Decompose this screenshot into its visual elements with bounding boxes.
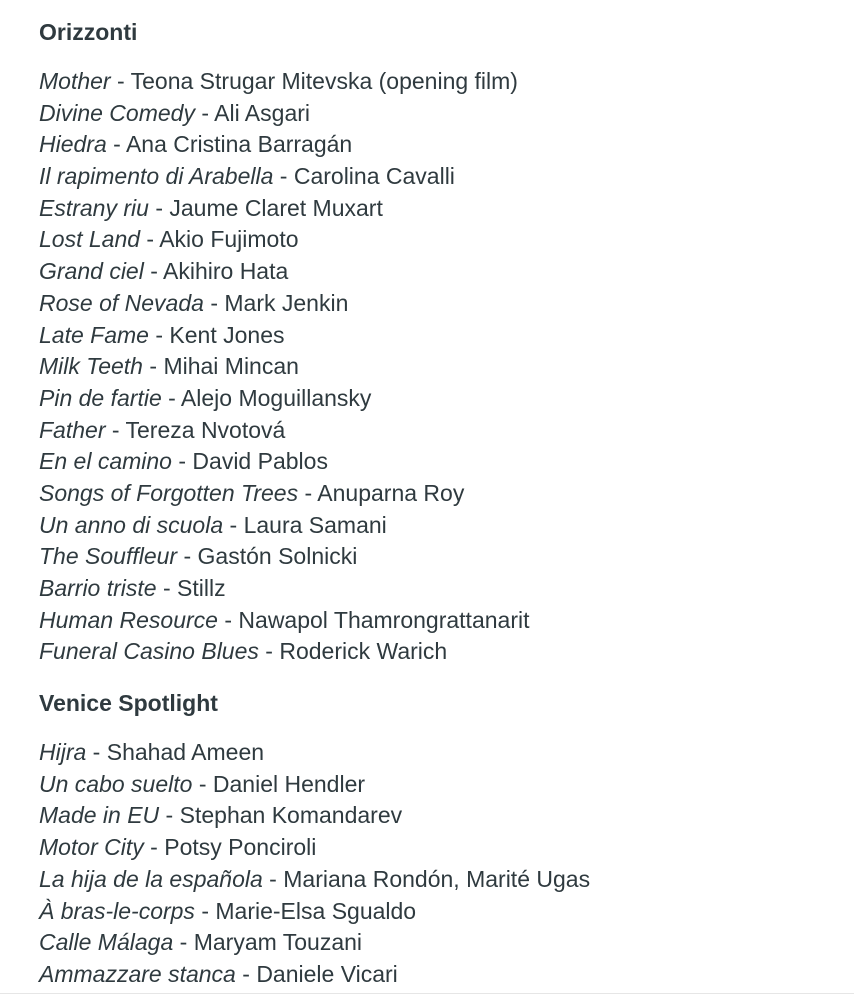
separator: - — [110, 68, 131, 94]
film-director: Alejo Moguillansky — [180, 384, 372, 411]
film-title: Hiedra — [39, 131, 107, 158]
film-item — [39, 769, 839, 801]
film-director: Tereza Nvotová — [125, 416, 286, 443]
film-item — [39, 446, 839, 478]
separator: - — [159, 802, 180, 829]
separator: - — [194, 99, 215, 126]
film-director: Mihai Mincan — [163, 353, 299, 380]
separator: - — [140, 226, 160, 253]
separator: - — [273, 163, 294, 190]
film-item — [39, 224, 839, 256]
separator: - — [258, 638, 280, 665]
film-director: Akio Fujimoto — [159, 226, 299, 253]
film-title: The Souffleur — [39, 543, 178, 570]
film-director: Roderick Warich — [279, 638, 448, 665]
section-heading-venice-spotlight: Venice Spotlight — [39, 690, 218, 717]
film-title: Ammazzare stanca — [39, 960, 236, 987]
film-director: Nawapol Thamrongrattanarit — [238, 606, 530, 633]
film-director: Anuparna Roy — [317, 479, 465, 506]
film-title: En el camino — [39, 448, 172, 475]
film-director: Stillz — [177, 575, 226, 601]
film-title: Barrio triste — [39, 575, 157, 601]
separator: - — [194, 897, 216, 924]
film-item — [39, 383, 839, 415]
film-director: David Pablos — [192, 448, 328, 475]
film-item — [39, 161, 839, 193]
film-item — [39, 541, 839, 573]
separator: - — [223, 511, 244, 538]
film-title: Songs of Forgotten Trees — [39, 479, 299, 506]
film-item — [39, 864, 839, 896]
film-item — [39, 415, 839, 447]
film-director: Shahad Ameen — [106, 739, 265, 766]
film-director: Potsy Ponciroli — [164, 834, 317, 861]
film-title: Mother — [39, 68, 111, 94]
separator: - — [192, 770, 213, 797]
film-director: Ana Cristina Barragán — [125, 131, 353, 158]
film-director: Stephan Komandarev — [179, 802, 403, 829]
film-list-venice-spotlight — [39, 737, 839, 991]
separator: - — [171, 448, 193, 475]
film-item — [39, 66, 839, 98]
film-item — [39, 737, 839, 769]
film-title: Estrany riu — [39, 194, 149, 221]
bottom-divider — [0, 993, 854, 994]
separator: - — [143, 834, 165, 861]
film-item — [39, 98, 839, 130]
separator: - — [203, 289, 225, 316]
film-title: Lost Land — [39, 226, 141, 253]
film-item — [39, 288, 839, 320]
film-director: Laura Samani — [243, 511, 387, 538]
film-item — [39, 193, 839, 225]
section-spacer — [39, 668, 839, 687]
film-item — [39, 256, 839, 288]
separator: - — [161, 384, 181, 411]
film-director: Gastón Solnicki — [197, 543, 358, 570]
film-title: Late Fame — [39, 321, 149, 348]
film-title: Rose of Nevada — [39, 289, 204, 316]
film-item — [39, 896, 839, 928]
film-director: Daniele Vicari — [256, 960, 398, 987]
article-body — [39, 16, 839, 991]
film-title: Father — [39, 416, 106, 443]
film-director: Daniel Hendler — [212, 770, 366, 797]
film-list-orizzonti — [39, 66, 839, 668]
film-director: Jaume Claret Muxart — [169, 194, 383, 221]
film-director: Akihiro Hata — [163, 258, 289, 285]
separator: - — [156, 575, 178, 601]
film-title: Hijra — [39, 739, 87, 766]
film-item — [39, 927, 839, 959]
film-item — [39, 320, 839, 352]
film-director: Carolina Cavalli — [293, 163, 455, 190]
separator: - — [298, 479, 318, 506]
film-director: Mark Jenkin — [224, 289, 349, 316]
separator: - — [148, 194, 170, 221]
film-item — [39, 478, 839, 510]
film-item — [39, 510, 839, 542]
film-director: Teona Strugar Mitevska (opening film) — [130, 68, 518, 94]
film-item — [39, 573, 839, 605]
film-director: Marie-Elsa Sgualdo — [215, 897, 417, 924]
film-title: Pin de fartie — [39, 384, 162, 411]
film-title: Funeral Casino Blues — [39, 638, 259, 665]
film-item — [39, 636, 839, 668]
separator: - — [143, 258, 163, 285]
film-title: À bras-le-corps — [39, 897, 195, 924]
separator: - — [217, 606, 239, 633]
film-item — [39, 800, 839, 832]
film-title: Milk Teeth — [39, 353, 143, 380]
film-item — [39, 605, 839, 637]
separator: - — [173, 929, 194, 956]
separator: - — [262, 865, 284, 892]
film-director: Ali Asgari — [214, 99, 310, 126]
separator: - — [105, 416, 126, 443]
film-director: Mariana Rondón, Marité Ugas — [283, 865, 591, 892]
film-item — [39, 832, 839, 864]
film-title: Un cabo suelto — [39, 770, 193, 797]
film-title: Il rapimento di Arabella — [39, 163, 274, 190]
film-title: Divine Comedy — [39, 99, 195, 126]
section-heading-orizzonti: Orizzonti — [39, 19, 138, 45]
separator: - — [177, 543, 198, 570]
film-title: La hija de la española — [39, 865, 263, 892]
film-title: Un anno di scuola — [39, 511, 224, 538]
film-item — [39, 129, 839, 161]
film-director: Kent Jones — [169, 321, 285, 348]
film-item — [39, 351, 839, 383]
separator: - — [148, 321, 170, 348]
film-item — [39, 959, 839, 991]
film-title: Motor City — [39, 834, 144, 861]
separator: - — [86, 739, 107, 766]
separator: - — [142, 353, 164, 380]
film-title: Made in EU — [39, 802, 160, 829]
separator: - — [106, 131, 126, 158]
film-title: Calle Málaga — [39, 929, 174, 956]
film-director: Maryam Touzani — [193, 929, 363, 956]
film-title: Human Resource — [39, 606, 218, 633]
separator: - — [235, 960, 257, 987]
film-title: Grand ciel — [39, 258, 144, 285]
